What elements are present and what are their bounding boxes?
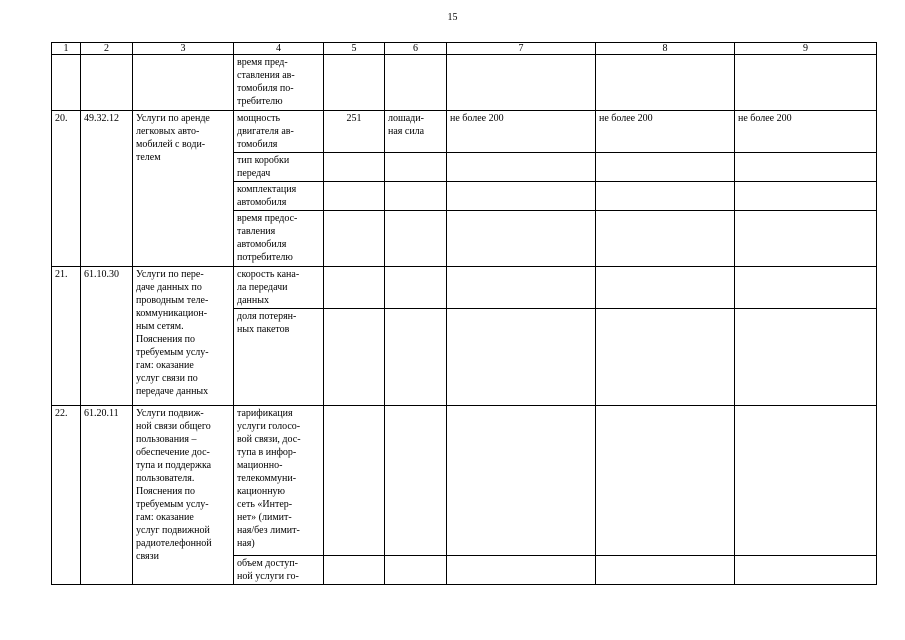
service-name: Услуги по аренде легковых авто- мобилей с води- телем: [133, 111, 234, 267]
characteristic-cell: объем доступ- ной услуги го-: [234, 556, 324, 585]
okpd-code: 61.10.30: [81, 267, 133, 406]
table-row: [52, 267, 877, 309]
row-number: 21.: [52, 267, 81, 406]
continuation-row: [52, 55, 877, 111]
column-header: 4: [234, 43, 324, 55]
value-cell: не более 200: [735, 111, 877, 153]
header-row: [52, 43, 877, 55]
column-header: 5: [324, 43, 385, 55]
characteristic-cell: время пред- ставления ав- томобиля по- требителю: [234, 55, 324, 111]
characteristic-cell: доля потерян- ных пакетов: [234, 309, 324, 406]
column-header: 3: [133, 43, 234, 55]
unit-code: 251: [324, 111, 385, 153]
page-number: 15: [447, 12, 458, 23]
column-header: 7: [447, 43, 596, 55]
column-header: 6: [385, 43, 447, 55]
characteristic-cell: время предос- тавления автомобиля потребителю: [234, 211, 324, 267]
characteristic-cell: тарификация услуги голосо- вой связи, дос- тупа в инфор- мационно- телекоммуни- кационную сеть «Интер- нет» (лимит- ная/без лимит- ная): [234, 406, 324, 556]
okpd-code: 49.32.12: [81, 111, 133, 267]
table-row: [52, 406, 877, 556]
characteristic-cell: мощность двигателя ав- томобиля: [234, 111, 324, 153]
characteristic-cell: тип коробки передач: [234, 153, 324, 182]
characteristic-cell: скорость кана- ла передачи данных: [234, 267, 324, 309]
table-row: [52, 111, 877, 153]
service-name: Услуги подвиж- ной связи общего пользования – обеспечение дос- тупа и поддержка пользователя. Пояснения по требуемым услу- гам: оказание услуг подвижной радиотелефонной связи: [133, 406, 234, 585]
row-number: 22.: [52, 406, 81, 585]
value-cell: не более 200: [596, 111, 735, 153]
service-name: Услуги по пере- даче данных по проводным теле- коммуникацион- ным сетям. Пояснения по требуемым услу- гам: оказание услуг связи по передаче данных: [133, 267, 234, 406]
column-header: 2: [81, 43, 133, 55]
column-header: 8: [596, 43, 735, 55]
column-header: 9: [735, 43, 877, 55]
unit-name: лошади- ная сила: [385, 111, 447, 153]
okpd-code: 61.20.11: [81, 406, 133, 585]
column-header: 1: [52, 43, 81, 55]
value-cell: не более 200: [447, 111, 596, 153]
row-number: 20.: [52, 111, 81, 267]
requirements-table: [51, 42, 877, 585]
characteristic-cell: комплектация автомобиля: [234, 182, 324, 211]
